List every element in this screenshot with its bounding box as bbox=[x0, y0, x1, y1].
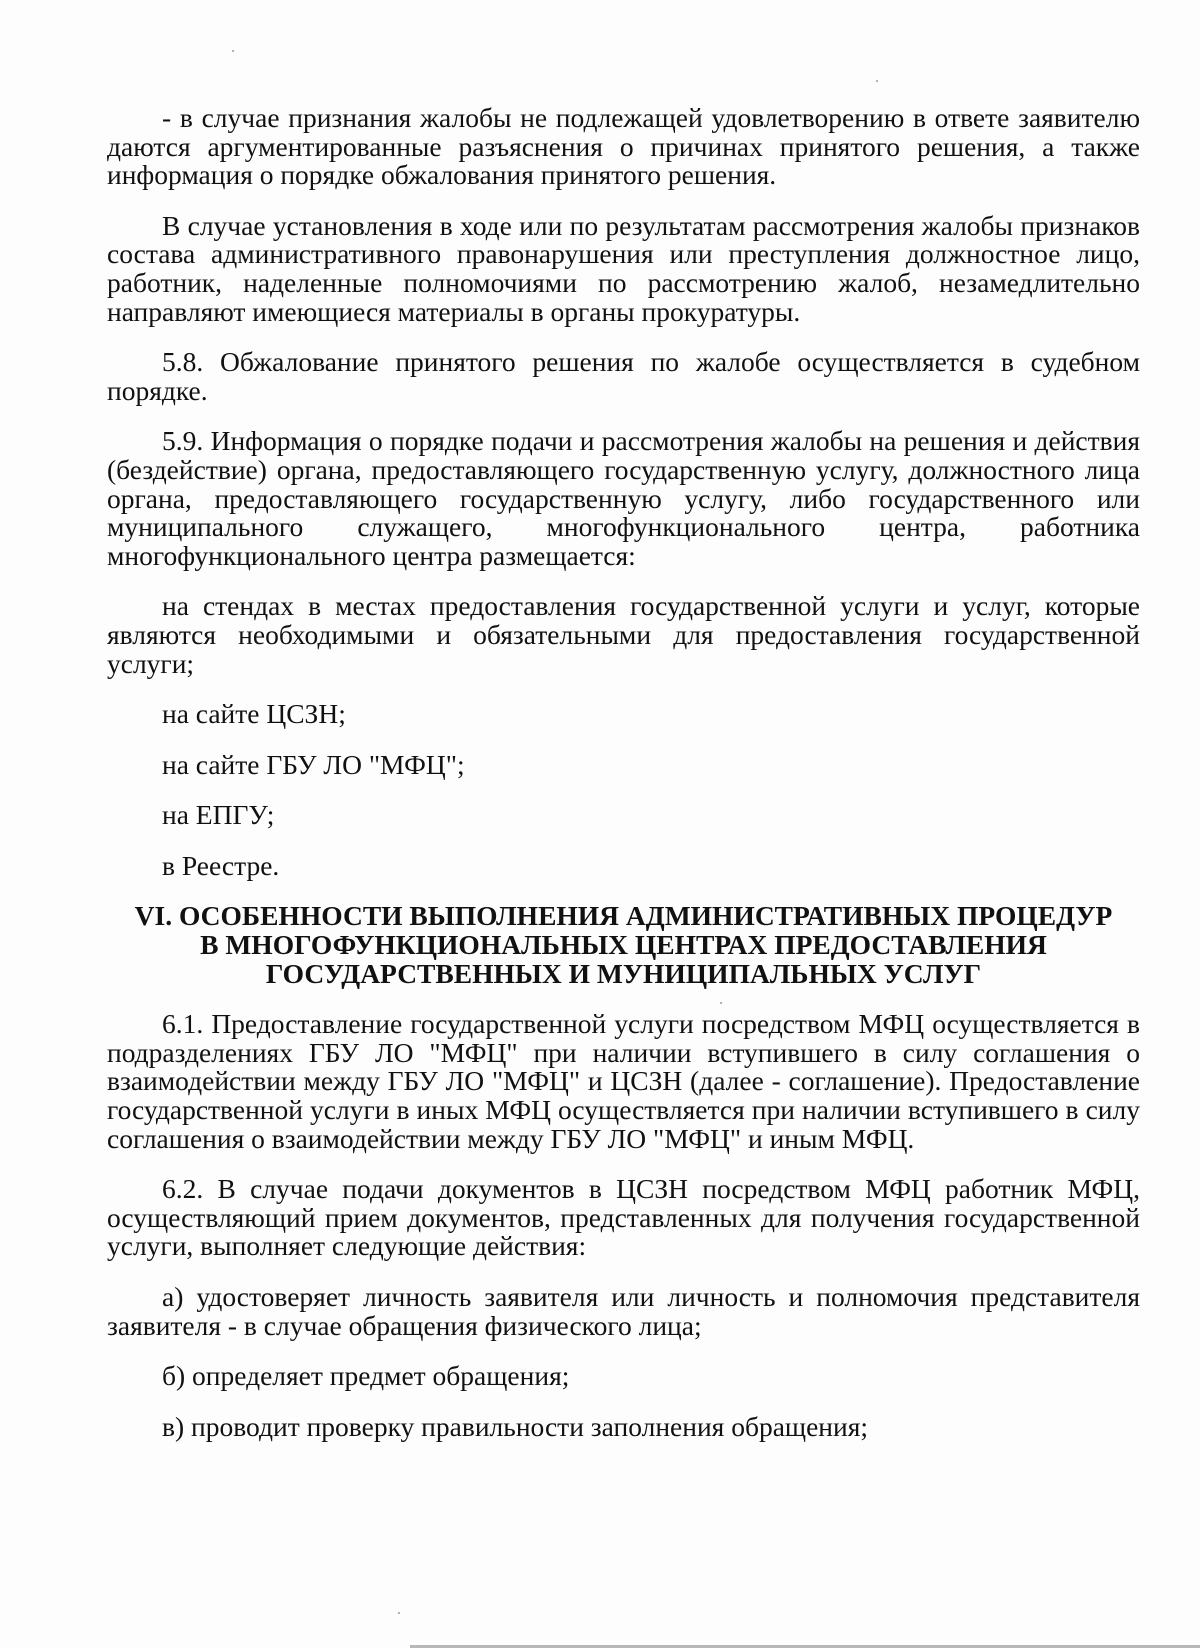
paragraph-stands: на стендах в местах предоставления государственной услуги и услуг, которые являются необходимыми и обязательными для предоставления государственной услуги; bbox=[107, 590, 1140, 679]
scan-speck bbox=[398, 1612, 400, 1614]
section-heading-vi bbox=[107, 902, 1140, 988]
list-item-cszn-site: на сайте ЦСЗН; bbox=[162, 698, 346, 730]
paragraph-5-9: 5.9. Информация о порядке подачи и рассмотрения жалобы на решения и действия (бездействие) органа, предоставляющего государственную услугу, должностного лица органа, предоставляющего государственную услугу, либо государственного или муниципального служащего, многофункционального центра, работника многофункционального центра размещается: bbox=[107, 425, 1140, 571]
paragraph-item-v: в) проводит проверку правильности заполнения обращения; bbox=[162, 1410, 869, 1442]
paragraph-5-8: 5.8. Обжалование принятого решения по жалобе осуществляется в судебном порядке. bbox=[107, 346, 1140, 406]
paragraph-complaint-rejected: - в случае признания жалобы не подлежащей удовлетворению в ответе заявителю даются аргументированные разъяснения о причинах принятого решения, а также информация о порядке обжалования принятого решения. bbox=[107, 102, 1140, 191]
list-item-registry: в Реестре. bbox=[162, 849, 280, 881]
paragraph-6-2: 6.2. В случае подачи документов в ЦСЗН посредством МФЦ работник МФЦ, осуществляющий прием документов, представленных для получения государственной услуги, выполняет следующие действия: bbox=[107, 1173, 1140, 1262]
list-item-mfc-site: на сайте ГБУ ЛО "МФЦ"; bbox=[162, 748, 465, 780]
paragraph-item-b: б) определяет предмет обращения; bbox=[162, 1360, 570, 1392]
section-heading-line: VI. ОСОБЕННОСТИ ВЫПОЛНЕНИЯ АДМИНИСТРАТИВНЫХ ПРОЦЕДУР bbox=[134, 900, 1113, 932]
scan-speck bbox=[876, 80, 878, 82]
document-body bbox=[107, 104, 1140, 1463]
scan-speck bbox=[232, 50, 234, 52]
paragraph-item-a: а) удостоверяет личность заявителя или личность и полномочия представителя заявителя - в случае обращения физического лица; bbox=[107, 1281, 1140, 1341]
paragraph-6-1: 6.1. Предоставление государственной услуги посредством МФЦ осуществляется в подразделениях ГБУ ЛО "МФЦ" при наличии вступившего в силу соглашения о взаимодействии между ГБУ ЛО "МФЦ" и ЦСЗН (далее - соглашение). Предоставление государственной услуги в иных МФЦ осуществляется при наличии вступившего в силу соглашения о взаимодействии между ГБУ ЛО "МФЦ" и иным МФЦ. bbox=[107, 1008, 1140, 1154]
paragraph-violation-found: В случае установления в ходе или по результатам рассмотрения жалобы признаков состава административного правонарушения или преступления должностное лицо, работник, наделенные полномочиями по рассмотрению жалоб, незамедлительно направляют имеющиеся материалы в органы прокуратуры. bbox=[107, 209, 1140, 327]
section-heading-line: ГОСУДАРСТВЕННЫХ И МУНИЦИПАЛЬНЫХ УСЛУГ bbox=[265, 957, 982, 989]
section-heading-line: В МНОГОФУНКЦИОНАЛЬНЫХ ЦЕНТРАХ ПРЕДОСТАВЛЕНИЯ bbox=[200, 929, 1047, 961]
list-item-epgu: на ЕПГУ; bbox=[162, 799, 275, 831]
